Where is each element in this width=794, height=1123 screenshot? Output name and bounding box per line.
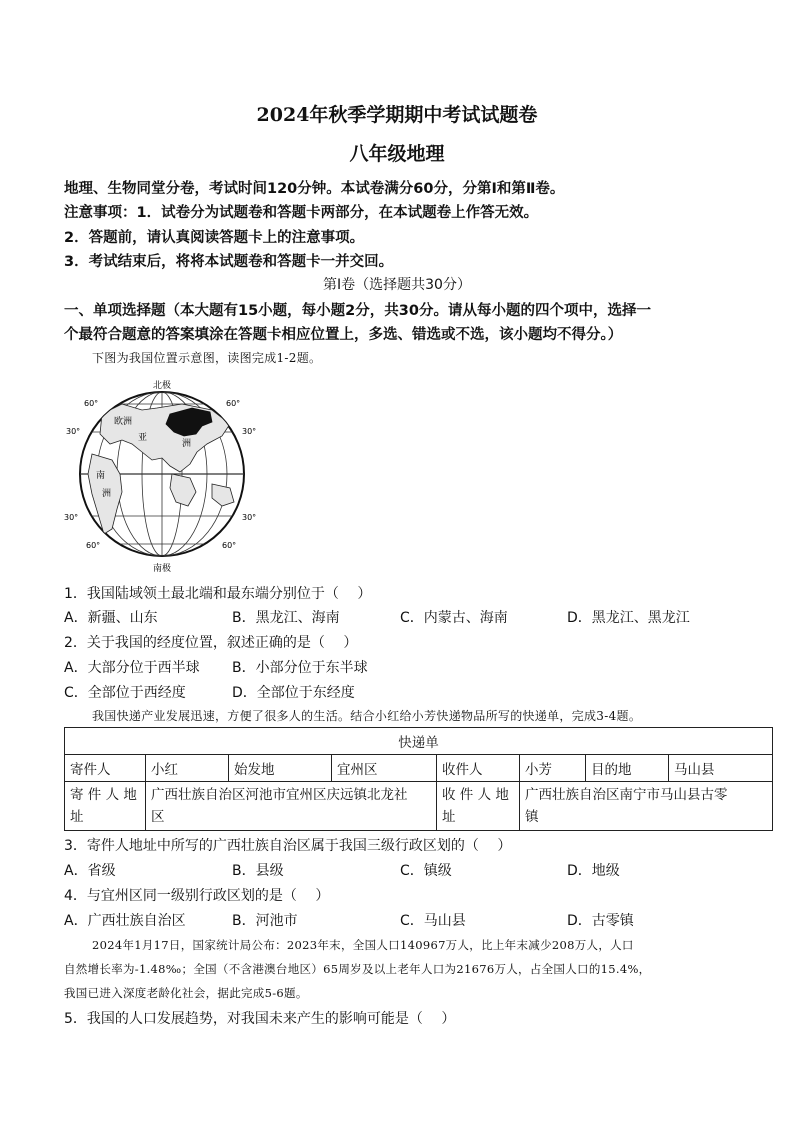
- exam-title: 2024年秋季学期期中考试试题卷: [256, 104, 538, 126]
- question-2-option-c[interactable]: C．全部位于西经度: [64, 685, 186, 701]
- table-cell: 始发地: [229, 755, 332, 782]
- express-waybill-table: [64, 727, 773, 831]
- lat-60n-left: 60°: [84, 399, 99, 408]
- sender-address-label-1: 寄 件 人 地: [70, 787, 137, 803]
- china-location-globe-map: [62, 374, 262, 574]
- instruction-line-4: 3．考试结束后，将将本试题卷和答题卡一并交回。: [64, 254, 394, 270]
- table-title: 快递单: [65, 728, 773, 755]
- question-1-option-d[interactable]: D．黑龙江、黑龙江: [567, 610, 690, 626]
- europe-label: 欧洲: [114, 417, 133, 427]
- question-3-option-a[interactable]: A．省级: [64, 863, 116, 879]
- lat-30s-right: 30°: [242, 513, 257, 522]
- question-2-stem: 2．关于我国的经度位置，叙述正确的是（ ）: [64, 635, 358, 651]
- question-4-option-b[interactable]: B．河池市: [232, 913, 298, 929]
- receiver-address-label-1: 收 件 人 地: [442, 787, 509, 803]
- question-3-stem: 3．寄件人地址中所写的广西壮族自治区属于我国三级行政区划的（ ）: [64, 838, 512, 854]
- question-2-option-b[interactable]: B．小部分位于东半球: [232, 660, 368, 676]
- sender-address: [146, 782, 437, 831]
- receiver-address: [520, 782, 773, 831]
- section-title: 第Ⅰ卷（选择题共30分）: [323, 277, 471, 293]
- population-passage-line-1: 2024年1月17日，国家统计局公布：2023年末，全国人口140967万人，比上年末减少208万人，人口: [92, 938, 634, 952]
- receiver-address-line-2: 镇: [525, 809, 539, 825]
- section-desc-2: 个最符合题意的答案填涂在答题卡相应位置上，多选、错选或不选，该小题均不得分。）: [64, 327, 623, 343]
- south-america-label-2: 洲: [102, 489, 112, 499]
- section-desc-1: 一、单项选择题（本大题有15小题，每小题2分，共30分。请从每小题的四个项中，选择一: [64, 303, 651, 319]
- table-row: [65, 782, 773, 831]
- population-passage-line-2: 自然增长率为-1.48‰；全国（不含港澳台地区）65周岁及以上老年人口为21676万人，占全国人口的15.4%，: [64, 962, 651, 976]
- instruction-line-1: 地理、生物同堂分卷，考试时间120分钟。本试卷满分60分，分第Ⅰ和第Ⅱ卷。: [64, 181, 565, 197]
- question-2-option-d[interactable]: D．全部位于东经度: [232, 685, 355, 701]
- lat-60n-right: 60°: [226, 399, 241, 408]
- question-3-option-d[interactable]: D．地级: [567, 863, 620, 879]
- instruction-line-2: 注意事项：1．试卷分为试题卷和答题卡两部分，在本试题卷上作答无效。: [64, 205, 539, 221]
- asia-label-1: 亚: [138, 433, 148, 443]
- question-3-option-c[interactable]: C．镇级: [400, 863, 452, 879]
- lat-60s-left: 60°: [86, 541, 101, 550]
- table-row: [65, 755, 773, 782]
- lat-30n-right: 30°: [242, 427, 257, 436]
- table-cell: 宜州区: [332, 755, 437, 782]
- table-cell: 目的地: [586, 755, 669, 782]
- exam-subtitle: 八年级地理: [349, 143, 445, 165]
- question-4-stem: 4．与宜州区同一级别行政区划的是（ ）: [64, 888, 330, 904]
- asia-label-2: 洲: [182, 439, 192, 449]
- question-1-option-c[interactable]: C．内蒙古、海南: [400, 610, 508, 626]
- table-title-row: [65, 728, 773, 755]
- receiver-address-label-2: 址: [442, 809, 456, 825]
- table-cell: 小红: [146, 755, 229, 782]
- sender-address-line-1: 广西壮族自治区河池市宜州区庆远镇北龙社: [151, 787, 408, 803]
- question-1-option-b[interactable]: B．黑龙江、海南: [232, 610, 340, 626]
- question-4-option-d[interactable]: D．古零镇: [567, 913, 634, 929]
- lat-30s-left: 30°: [64, 513, 79, 522]
- question-4-option-a[interactable]: A．广西壮族自治区: [64, 913, 186, 929]
- express-intro: 我国快递产业发展迅速，方便了很多人的生活。结合小红给小芳快递物品所写的快递单，完成3-4题。: [92, 709, 642, 723]
- instruction-line-3: 2．答题前，请认真阅读答题卡上的注意事项。: [64, 230, 365, 246]
- question-4-option-c[interactable]: C．马山县: [400, 913, 466, 929]
- table-cell: 收件人: [437, 755, 520, 782]
- lat-30n-left: 30°: [66, 427, 81, 436]
- question-2-option-a[interactable]: A．大部分位于西半球: [64, 660, 200, 676]
- receiver-address-line-1: 广西壮族自治区南宁市马山县古零: [525, 787, 728, 803]
- receiver-address-label: [437, 782, 520, 831]
- south-america-label-1: 南: [96, 471, 106, 481]
- table-cell: 马山县: [669, 755, 773, 782]
- lat-60s-right: 60°: [222, 541, 237, 550]
- population-passage-line-3: 我国已进入深度老龄化社会，据此完成5-6题。: [64, 986, 308, 1000]
- sender-address-label: [65, 782, 146, 831]
- map-intro: 下图为我国位置示意图，读图完成1-2题。: [92, 351, 322, 365]
- sender-address-label-2: 址: [70, 809, 84, 825]
- north-pole-label: 北极: [152, 381, 172, 391]
- sender-address-line-2: 区: [151, 809, 165, 825]
- table-cell: 寄件人: [65, 755, 146, 782]
- south-pole-label: 南极: [152, 564, 172, 574]
- question-1-stem: 1．我国陆域领土最北端和最东端分别位于（ ）: [64, 586, 372, 602]
- question-3-option-b[interactable]: B．县级: [232, 863, 284, 879]
- question-1-option-a[interactable]: A．新疆、山东: [64, 610, 158, 626]
- question-5-stem: 5．我国的人口发展趋势，对我国未来产生的影响可能是（ ）: [64, 1011, 456, 1027]
- table-cell: 小芳: [520, 755, 586, 782]
